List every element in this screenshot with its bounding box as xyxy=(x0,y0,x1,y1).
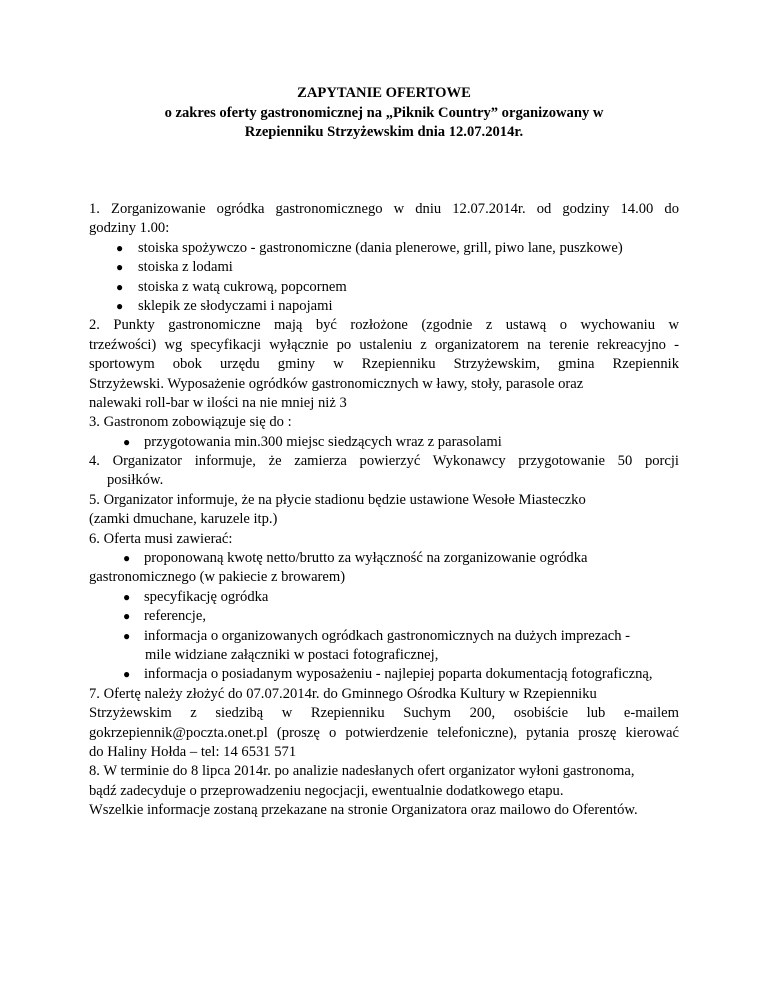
section-3-line-1: 3. Gastronom zobowiązuje się do : xyxy=(89,414,292,431)
section-7-line-4: do Haliny Hołda – tel: 14 6531 571 xyxy=(89,743,297,760)
section-1-line-1: 1. Zorganizowanie ogródka gastronomicznego w dniu 12.07.2014r. od godziny 14.00 do xyxy=(89,201,679,217)
closing-line: Wszelkie informacje zostaną przekazane na stronie Organizatora oraz mailowo do Oferentów. xyxy=(89,802,638,819)
section-2-line-2: trzeźwości) wg specyfikacji wyłącznie po ustaleniu z organizatorem na terenie rekreacyjno - xyxy=(89,336,679,353)
section-6-bullet-4: informacja o organizowanych ogródkach gastronomicznych na dużych imprezach - xyxy=(144,627,630,644)
document-title xyxy=(0,84,768,143)
section-2-line-4: Strzyżewski. Wyposażenie ogródków gastronomicznych w ławy, stoły, parasole oraz xyxy=(89,375,584,392)
list-item xyxy=(89,278,679,297)
bullet-icon: ● xyxy=(123,434,131,449)
bullet-icon: ● xyxy=(123,667,131,682)
section-2-line-3: sportowym obok urzędu gminy w Rzepienniku Strzyżewskim, gmina Rzepiennik xyxy=(89,356,679,373)
section-6-bullet-4-continuation: mile widziane załączniki w postaci fotograficznej, xyxy=(145,646,439,663)
bullet-icon: ● xyxy=(123,628,131,643)
section-6-bullet-5: informacja o posiadanym wyposażeniu - najlepiej poparta dokumentacją fotograficzną, xyxy=(144,666,653,683)
list-item xyxy=(89,433,679,452)
bullet-icon: ● xyxy=(116,279,124,294)
bullet-icon: ● xyxy=(123,589,131,604)
section-6-bullet-3: referencje, xyxy=(144,608,206,625)
section-2-line-1: 2. Punkty gastronomiczne mają być rozłożone (zgodnie z ustawą o wychowaniu w xyxy=(89,317,679,334)
section-1-bullet-1: stoiska spożywczo - gastronomiczne (dania plenerowe, grill, piwo lane, puszkowe) xyxy=(138,239,623,256)
bullet-icon: ● xyxy=(123,609,131,624)
list-item xyxy=(89,549,679,568)
section-1-line-2: godziny 1.00: xyxy=(89,220,170,237)
section-7-line-2: Strzyżewskim z siedzibą w Rzepienniku Suchym 200, osobiście lub e-mailem xyxy=(89,705,679,722)
section-8-line-2: bądź zadecyduje o przeprowadzeniu negocjacji, ewentualnie dodatkowego etapu. xyxy=(89,782,564,799)
list-item xyxy=(89,607,679,626)
section-6-line-1: 6. Oferta musi zawierać: xyxy=(89,530,233,547)
section-5-line-2: (zamki dmuchane, karuzele itp.) xyxy=(89,511,278,528)
list-item xyxy=(89,258,679,277)
list-item xyxy=(89,297,679,316)
section-5-line-1: 5. Organizator informuje, że na płycie stadionu będzie ustawione Wesołe Miasteczko xyxy=(89,491,586,508)
bullet-icon: ● xyxy=(123,551,131,566)
document-body xyxy=(89,200,679,821)
title-line-1: ZAPYTANIE OFERTOWE xyxy=(297,85,471,101)
list-item xyxy=(89,665,679,684)
section-6-bullet-1-continuation: gastronomicznego (w pakiecie z browarem) xyxy=(89,569,346,586)
section-7-line-1: 7. Ofertę należy złożyć do 07.07.2014r. do Gminnego Ośrodka Kultury w Rzepienniku xyxy=(89,685,597,702)
list-item xyxy=(89,588,679,607)
bullet-icon: ● xyxy=(116,260,124,275)
section-1-bullet-3: stoiska z watą cukrową, popcornem xyxy=(138,278,347,295)
section-6-bullet-1: proponowaną kwotę netto/brutto za wyłączność na zorganizowanie ogródka xyxy=(144,550,588,567)
section-6-bullet-2: specyfikację ogródka xyxy=(144,588,269,605)
title-line-3: Rzepienniku Strzyżewskim dnia 12.07.2014r. xyxy=(244,124,524,140)
section-4-line-2: posiłków. xyxy=(107,472,164,489)
section-7-line-3: gokrzepiennik@poczta.onet.pl (proszę o potwierdzenie telefoniczne), pytania proszę kierować xyxy=(89,724,679,741)
list-item xyxy=(89,239,679,258)
bullet-icon: ● xyxy=(116,240,124,255)
section-2-line-5: nalewaki roll-bar w ilości na nie mniej niż 3 xyxy=(89,394,347,411)
bullet-icon: ● xyxy=(116,298,124,313)
section-1-bullet-2: stoiska z lodami xyxy=(138,259,233,276)
section-1-bullet-4: sklepik ze słodyczami i napojami xyxy=(138,297,333,314)
section-4-line-1: 4. Organizator informuje, że zamierza powierzyć Wykonawcy przygotowanie 50 porcji xyxy=(89,453,679,470)
section-8-line-1: 8. W terminie do 8 lipca 2014r. po analizie nadesłanych ofert organizator wyłoni gastronoma, xyxy=(89,763,635,780)
title-line-2: o zakres oferty gastronomicznej na „Piknik Country” organizowany w xyxy=(164,104,604,121)
list-item xyxy=(89,627,679,646)
section-3-bullet-1: przygotowania min.300 miejsc siedzących wraz z parasolami xyxy=(144,433,502,450)
